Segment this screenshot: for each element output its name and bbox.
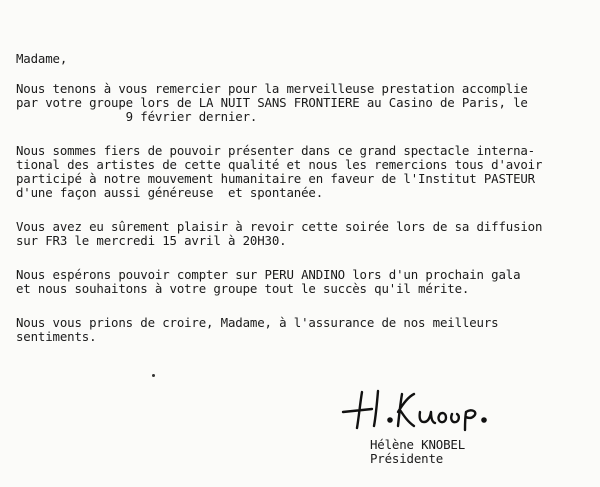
- paragraph-5-line-1: Nous vous prions de croire, Madame, à l'assurance de nos meilleurs: [16, 315, 499, 330]
- paragraph-2-line-4: d'une façon aussi généreuse et spontanée.: [16, 185, 324, 200]
- paragraph-1-line-1: Nous tenons à vous remercier pour la merveilleuse prestation accomplie: [16, 81, 528, 96]
- paragraph-4-line-1: Nous espérons pouvoir compter sur PERU ANDINO lors d'un prochain gala: [16, 267, 521, 282]
- paragraph-5-line-2: sentiments.: [16, 329, 97, 344]
- salutation: Madame,: [16, 51, 68, 66]
- paragraph-3-line-1: Vous avez eu sûrement plaisir à revoir cette soirée lors de sa diffusion: [16, 219, 543, 234]
- handwritten-signature: [338, 386, 498, 436]
- paragraph-2-line-3: participé à notre mouvement humanitaire en faveur de l'Institut PASTEUR: [16, 171, 535, 186]
- paragraph-4-line-2: et nous souhaitons à votre groupe tout le succès qu'il mérite.: [16, 281, 470, 296]
- signatory-name: Hélène KNOBEL: [370, 437, 466, 452]
- paragraph-2-line-2: tional des artistes de cette qualité et nous les remercions tous d'avoir: [16, 157, 543, 172]
- ink-speck: [152, 374, 155, 377]
- paragraph-3-line-2: sur FR3 le mercredi 15 avril à 20H30.: [16, 233, 287, 248]
- signatory-title: Présidente: [370, 451, 444, 466]
- paragraph-1-line-3: 9 février dernier.: [16, 109, 258, 124]
- paragraph-1-line-2: par votre groupe lors de LA NUIT SANS FRONTIERE au Casino de Paris, le: [16, 95, 528, 110]
- paragraph-2-line-1: Nous sommes fiers de pouvoir présenter dans ce grand spectacle interna-: [16, 143, 535, 158]
